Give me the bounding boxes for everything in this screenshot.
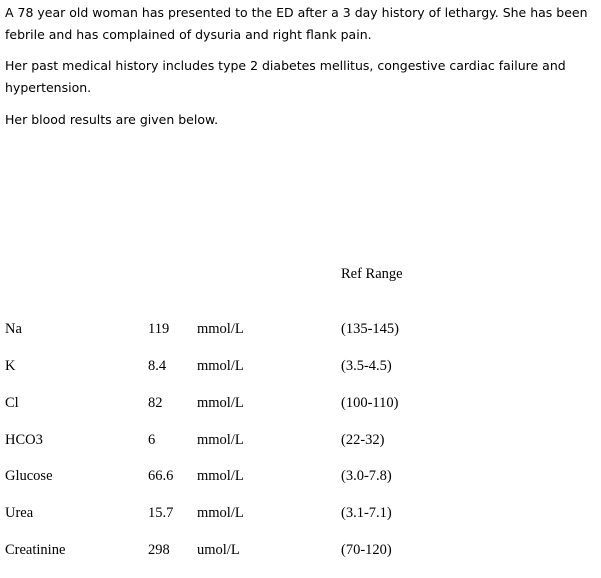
test-name: Glucose [5, 468, 53, 484]
test-ref-range: (3.0-7.8) [341, 468, 392, 484]
blood-results-intro: Her blood results are given below. [5, 112, 219, 127]
result-row-urea [0, 503, 601, 523]
test-ref-range: (22-32) [341, 432, 385, 448]
test-ref-range: (70-120) [341, 542, 392, 558]
test-name: Urea [5, 505, 34, 521]
test-ref-range: (135-145) [341, 321, 399, 337]
test-unit: mmol/L [197, 321, 244, 337]
test-name: HCO3 [5, 432, 43, 448]
test-value: 15.7 [148, 505, 174, 521]
test-value: 298 [148, 542, 170, 558]
test-unit: mmol/L [197, 468, 244, 484]
result-row-na [0, 319, 601, 339]
test-ref-range: (3.1-7.1) [341, 505, 392, 521]
result-row-hco3 [0, 430, 601, 450]
test-unit: umol/L [197, 542, 240, 558]
result-row-k [0, 356, 601, 376]
test-name: Creatinine [5, 542, 66, 558]
test-unit: mmol/L [197, 358, 244, 374]
test-ref-range: (100-110) [341, 395, 399, 411]
case-description: A 78 year old woman has presented to the ED after a 3 day history of lethargy. She has been febrile and has complained of dysuria and right flank pain. [5, 5, 588, 42]
ref-range-header: Ref Range [341, 266, 403, 282]
result-row-creatinine [0, 540, 601, 560]
test-name: K [5, 358, 16, 374]
test-value: 82 [148, 395, 163, 411]
test-unit: mmol/L [197, 505, 244, 521]
result-row-glucose [0, 466, 601, 486]
test-ref-range: (3.5-4.5) [341, 358, 392, 374]
test-unit: mmol/L [197, 395, 244, 411]
test-name: Cl [5, 395, 19, 411]
test-unit: mmol/L [197, 432, 244, 448]
test-value: 119 [148, 321, 170, 337]
test-value: 8.4 [148, 358, 167, 374]
result-row-cl [0, 393, 601, 413]
test-value: 66.6 [148, 468, 174, 484]
past-medical-history: Her past medical history includes type 2 diabetes mellitus, congestive cardiac failure and hypertension. [5, 58, 566, 95]
test-value: 6 [148, 432, 156, 448]
test-name: Na [5, 321, 22, 337]
